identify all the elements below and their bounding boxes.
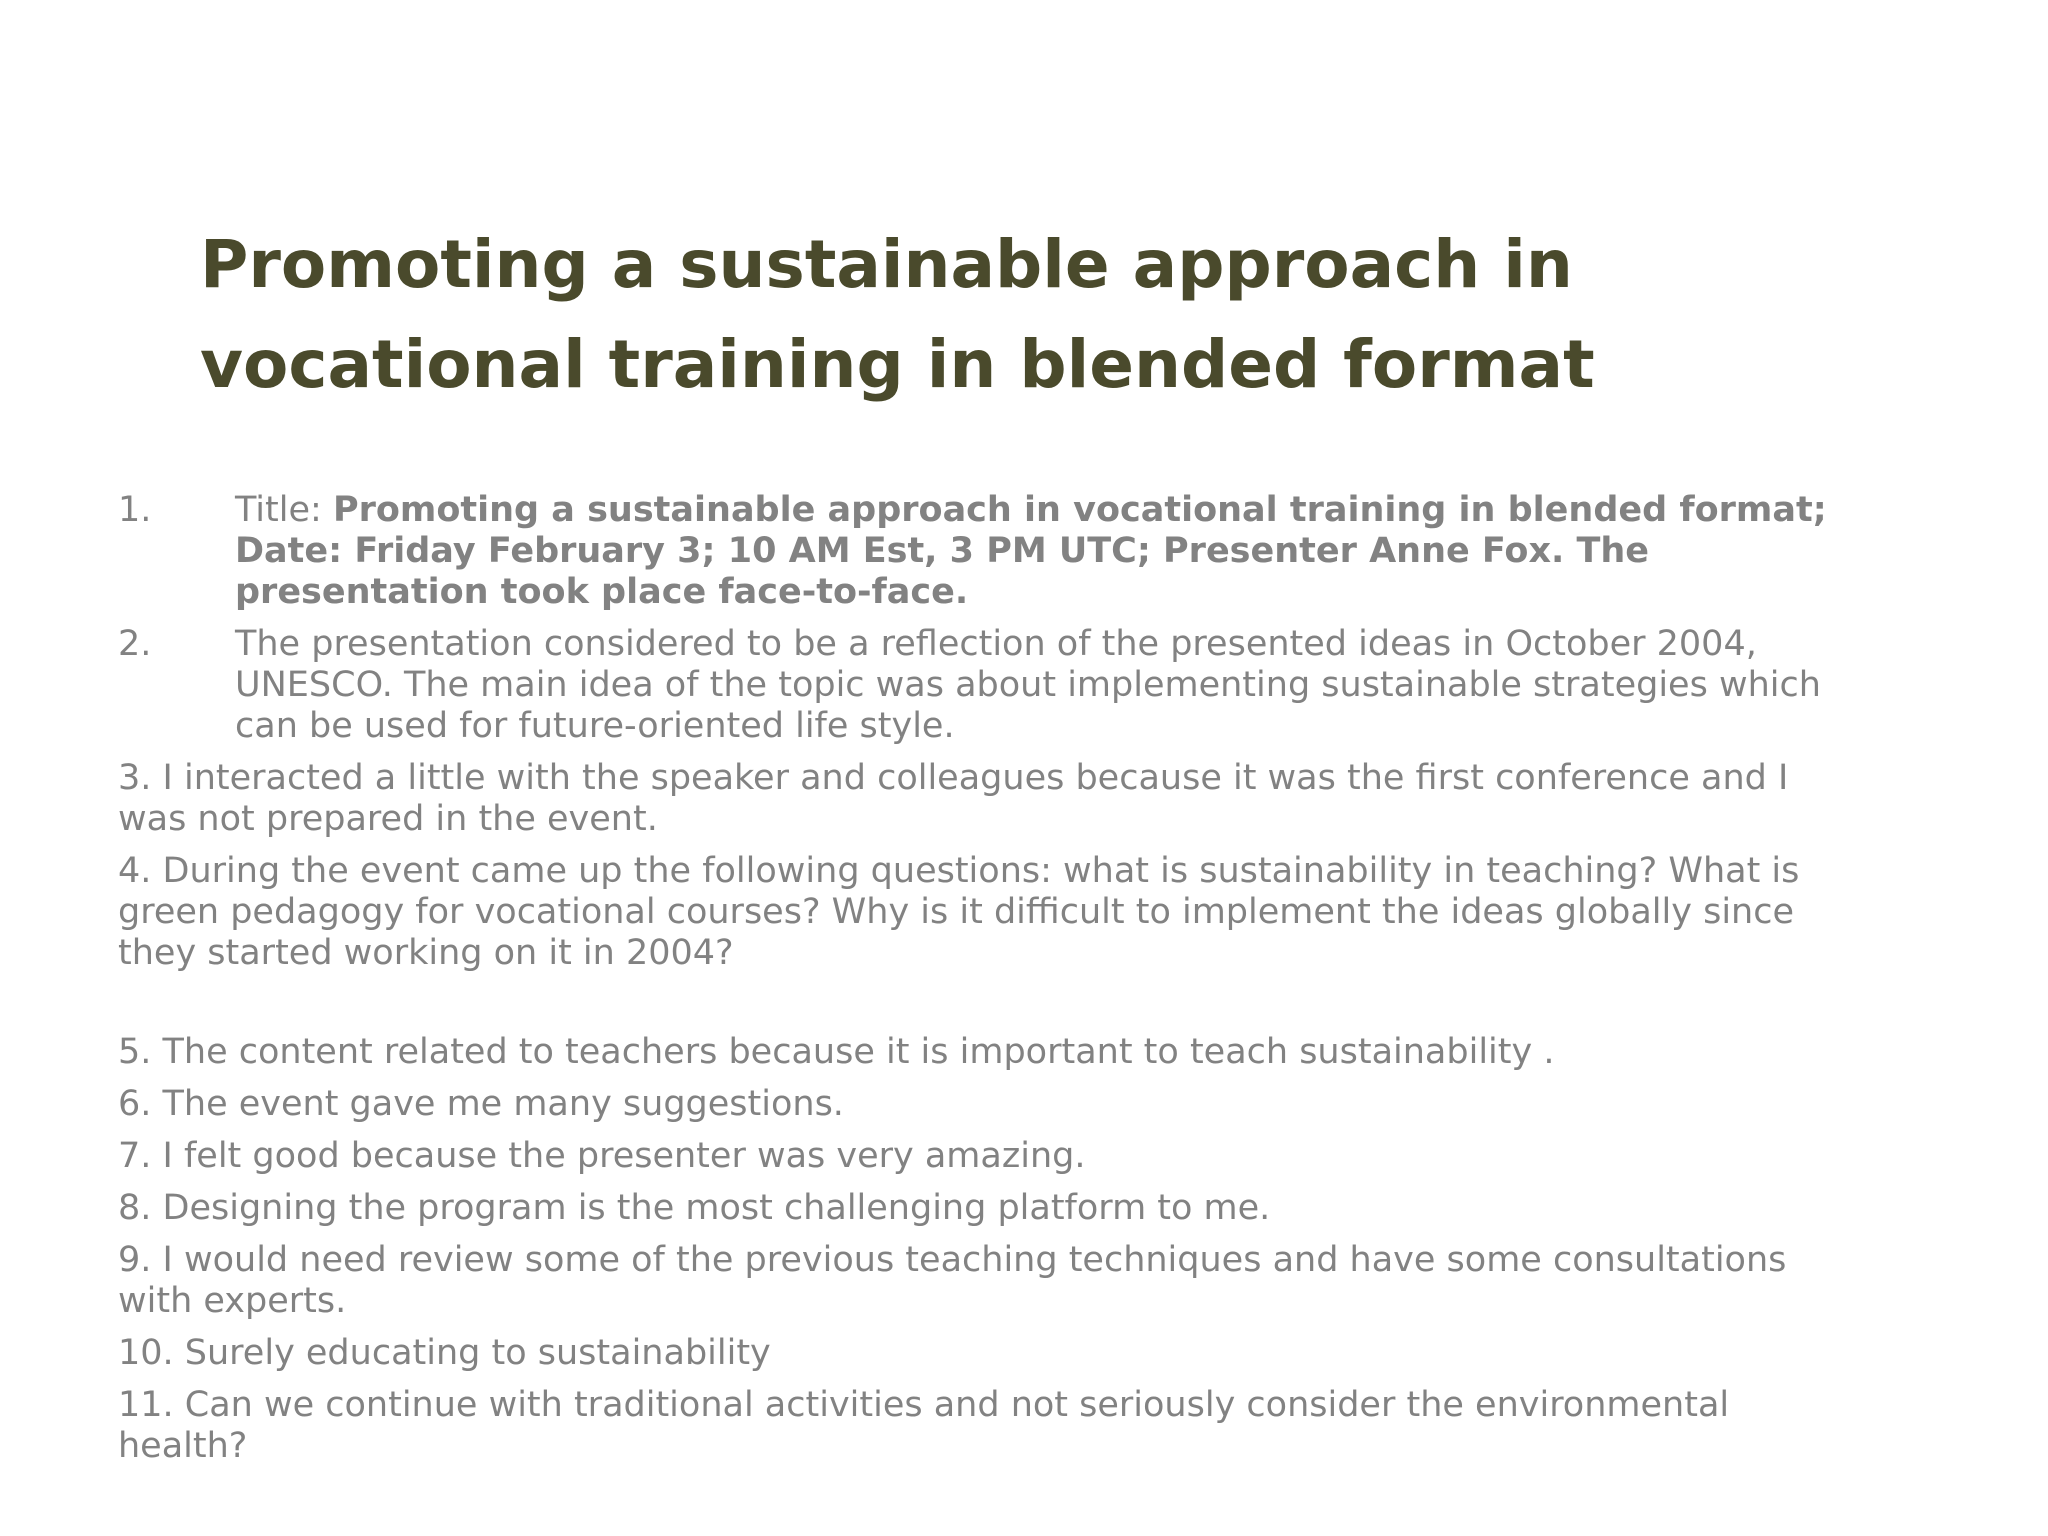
list-item-1 — [118, 490, 1858, 613]
list-item-9: 9. I would need review some of the previous teaching techniques and have some consultations with experts. — [118, 1240, 1787, 1321]
list-item-6: 6. The event gave me many suggestions. — [118, 1084, 844, 1124]
list-item-bold-text: Promoting a sustainable approach in vocational training in blended format; Date: Friday February 3; 10 AM Est, 3 PM UTC; Presenter Anne Fox. The presentation took place face-to-face. — [235, 490, 1827, 612]
list-item-number: 2. — [118, 624, 152, 664]
list-item-prefix: Title: — [235, 490, 333, 530]
list-item-5: 5. The content related to teachers because it is important to teach sustainability . — [118, 1032, 1555, 1072]
slide-title — [200, 215, 1595, 415]
list-item-text: The presentation considered to be a reflection of the presented ideas in October 2004, UNESCO. The main idea of the topic was about implementing sustainable strategies which can be used for future-oriented life style. — [235, 624, 1821, 746]
list-item-10: 10. Surely educating to sustainability — [118, 1333, 771, 1373]
list-item-11: 11. Can we continue with traditional activities and not seriously consider the environmental health? — [118, 1385, 1730, 1466]
spacer — [118, 985, 1858, 1032]
list-item-number: 1. — [118, 490, 152, 530]
slide-title-line-1: Promoting a sustainable approach in — [200, 226, 1573, 303]
list-item-4: 4. During the event came up the following questions: what is sustainability in teaching? What is green pedagogy for vocational courses? Why is it difficult to implement the ideas globally since they started working on it in 2004? — [118, 851, 1800, 973]
slide-body — [118, 490, 1858, 1478]
slide-title-line-2: vocational training in blended format — [200, 326, 1595, 403]
list-item-3: 3. I interacted a little with the speaker and colleagues because it was the first conference and I was not prepared in the event. — [118, 758, 1789, 839]
list-item-8: 8. Designing the program is the most challenging platform to me. — [118, 1188, 1271, 1228]
list-item-7: 7. I felt good because the presenter was very amazing. — [118, 1136, 1086, 1176]
list-item-2 — [118, 624, 1858, 747]
